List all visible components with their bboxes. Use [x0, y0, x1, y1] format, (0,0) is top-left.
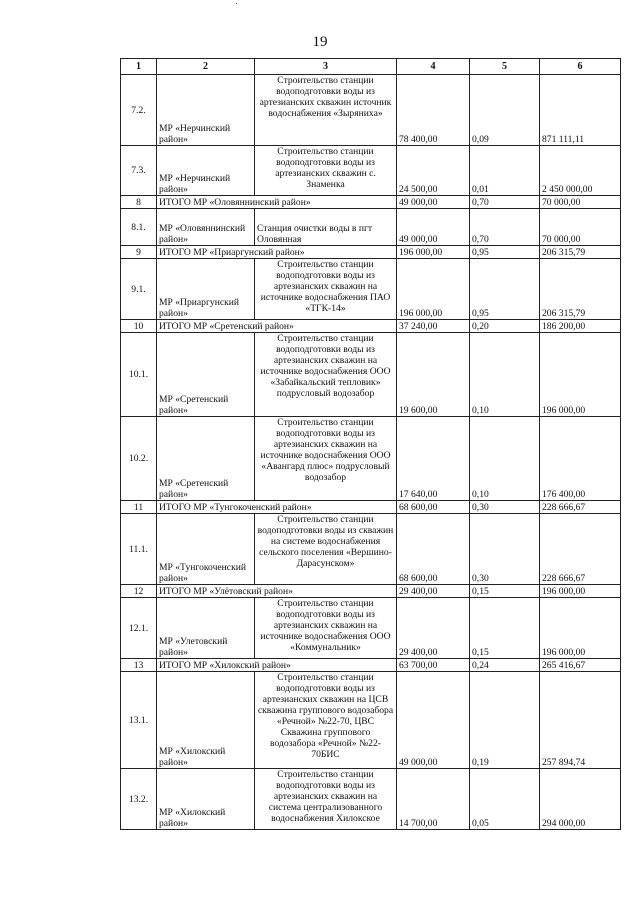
- capacity: 0,70: [470, 209, 540, 246]
- project-description: Строительство станции водоподготовки воды из артезианских скважин с. Знаменка: [255, 146, 397, 196]
- table-row: [121, 672, 621, 769]
- project-description: Строительство станции водоподготовки воды из артезианских скважин на ЦСВ скважина группового водозабора «Речной» №22-70, ЦВС Скважина группового водозабора «Речной» №22-70БИС: [255, 672, 397, 769]
- amount: 49 000,00: [397, 209, 470, 246]
- capacity: 0,15: [470, 585, 540, 598]
- unit-cost: 206 315,79: [540, 259, 621, 320]
- project-description: Строительство станции водоподготовки воды из артезианских скважин источник водоснабжения «Зыряниха»: [255, 75, 397, 146]
- capacity: 0,09: [470, 75, 540, 146]
- row-number: 8: [121, 196, 157, 209]
- capacity: 0,70: [470, 196, 540, 209]
- total-row: [121, 659, 621, 672]
- municipality: МР «Приаргунский район»: [157, 259, 255, 320]
- amount: 63 700,00: [397, 659, 470, 672]
- capacity: 0,10: [470, 417, 540, 501]
- amount: 37 240,00: [397, 320, 470, 333]
- row-number: 10.1.: [121, 333, 157, 417]
- header-row: [121, 59, 621, 75]
- amount: 196 000,00: [397, 259, 470, 320]
- total-row: [121, 585, 621, 598]
- project-description: Строительство станции водоподготовки воды из скважин на системе водоснабжения сельского поселения «Вершино-Дарасунском»: [255, 514, 397, 585]
- unit-cost: 196 000,00: [540, 598, 621, 659]
- project-description: Строительство станции водоподготовки воды из артезианских скважин на источнике водоснабжения ООО «Авангард плюс» подрусловый водозабор: [255, 417, 397, 501]
- unit-cost: 196 000,00: [540, 585, 621, 598]
- unit-cost: 196 000,00: [540, 333, 621, 417]
- amount: 19 600,00: [397, 333, 470, 417]
- municipality: МР «Сретенский район»: [157, 417, 255, 501]
- municipality: МР «Хилокский район»: [157, 672, 255, 769]
- row-number: 13: [121, 659, 157, 672]
- header-cell-5: 5: [470, 59, 540, 75]
- header-cell-1: 1: [121, 59, 157, 75]
- unit-cost: 294 000,00: [540, 769, 621, 830]
- project-description: Строительство станции водоподготовки воды из артезианских скважин на источнике водоснабжения ПАО «ТГК-14»: [255, 259, 397, 320]
- capacity: 0,15: [470, 598, 540, 659]
- project-description: Строительство станции водоподготовки воды из артезианских скважин на источнике водоснабжения ООО «Забайкальский тепловик» подрусловый водозабор: [255, 333, 397, 417]
- row-number: 13.1.: [121, 672, 157, 769]
- total-label: ИТОГО МР «Улётовский район»: [157, 585, 397, 598]
- amount: 68 600,00: [397, 514, 470, 585]
- unit-cost: 206 315,79: [540, 246, 621, 259]
- project-description: Строительство станции водоподготовки воды из артезианских скважин на источнике водоснабжения ООО «Коммунальник»: [255, 598, 397, 659]
- capacity: 0,30: [470, 501, 540, 514]
- scan-speck: [236, 3, 237, 4]
- municipality: МР «Улетовский район»: [157, 598, 255, 659]
- table-row: [121, 598, 621, 659]
- header-cell-3: 3: [255, 59, 397, 75]
- unit-cost: 265 416,67: [540, 659, 621, 672]
- row-number: 8.1.: [121, 209, 157, 246]
- project-description: Строительство станции водоподготовки воды из артезианских скважин на система централизованного водоснабжения Хилокское: [255, 769, 397, 830]
- total-row: [121, 246, 621, 259]
- table-row: [121, 514, 621, 585]
- row-number: 10: [121, 320, 157, 333]
- amount: 68 600,00: [397, 501, 470, 514]
- capacity: 0,05: [470, 769, 540, 830]
- municipality: МР «Тунгокоченский район»: [157, 514, 255, 585]
- row-number: 9.1.: [121, 259, 157, 320]
- unit-cost: 70 000,00: [540, 196, 621, 209]
- capacity: 0,10: [470, 333, 540, 417]
- table-row: [121, 259, 621, 320]
- amount: 29 400,00: [397, 585, 470, 598]
- total-row: [121, 501, 621, 514]
- table-row: [121, 75, 621, 146]
- total-label: ИТОГО МР «Оловяннинский район»: [157, 196, 397, 209]
- capacity: 0,95: [470, 246, 540, 259]
- capacity: 0,20: [470, 320, 540, 333]
- amount: 17 640,00: [397, 417, 470, 501]
- amount: 196 000,00: [397, 246, 470, 259]
- total-row: [121, 320, 621, 333]
- total-label: ИТОГО МР «Приаргунский район»: [157, 246, 397, 259]
- table-row: [121, 209, 621, 246]
- amount: 24 500,00: [397, 146, 470, 196]
- unit-cost: 228 666,67: [540, 514, 621, 585]
- total-label: ИТОГО МР «Тунгокоченский район»: [157, 501, 397, 514]
- project-description: Станция очистки воды в пгт Оловянная: [255, 209, 397, 246]
- row-number: 13.2.: [121, 769, 157, 830]
- municipality: МР «Сретенский район»: [157, 333, 255, 417]
- row-number: 12: [121, 585, 157, 598]
- capacity: 0,95: [470, 259, 540, 320]
- unit-cost: 176 400,00: [540, 417, 621, 501]
- amount: 14 700,00: [397, 769, 470, 830]
- amount: 49 000,00: [397, 196, 470, 209]
- row-number: 11: [121, 501, 157, 514]
- municipality: МР «Нерчинский район»: [157, 75, 255, 146]
- row-number: 9: [121, 246, 157, 259]
- capacity: 0,30: [470, 514, 540, 585]
- amount: 29 400,00: [397, 598, 470, 659]
- capacity: 0,24: [470, 659, 540, 672]
- row-number: 10.2.: [121, 417, 157, 501]
- unit-cost: 2 450 000,00: [540, 146, 621, 196]
- municipality: МР «Нерчинский район»: [157, 146, 255, 196]
- header-cell-2: 2: [157, 59, 255, 75]
- row-number: 7.3.: [121, 146, 157, 196]
- municipality: МР «Хилокский район»: [157, 769, 255, 830]
- amount: 78 400,00: [397, 75, 470, 146]
- amount: 49 000,00: [397, 672, 470, 769]
- unit-cost: 228 666,67: [540, 501, 621, 514]
- total-label: ИТОГО МР «Хилокский район»: [157, 659, 397, 672]
- unit-cost: 257 894,74: [540, 672, 621, 769]
- municipality: МР «Оловяннинский район»: [157, 209, 255, 246]
- row-number: 7.2.: [121, 75, 157, 146]
- capacity: 0,01: [470, 146, 540, 196]
- table-row: [121, 333, 621, 417]
- row-number: 12.1.: [121, 598, 157, 659]
- table-row: [121, 769, 621, 830]
- unit-cost: 871 111,11: [540, 75, 621, 146]
- header-cell-4: 4: [397, 59, 470, 75]
- total-label: ИТОГО МР «Сретенский район»: [157, 320, 397, 333]
- row-number: 11.1.: [121, 514, 157, 585]
- capacity: 0,19: [470, 672, 540, 769]
- data-table: [120, 58, 621, 830]
- table-row: [121, 417, 621, 501]
- table-row: [121, 146, 621, 196]
- page-number: 19: [312, 34, 328, 50]
- unit-cost: 186 200,00: [540, 320, 621, 333]
- header-cell-6: 6: [540, 59, 621, 75]
- unit-cost: 70 000,00: [540, 209, 621, 246]
- total-row: [121, 196, 621, 209]
